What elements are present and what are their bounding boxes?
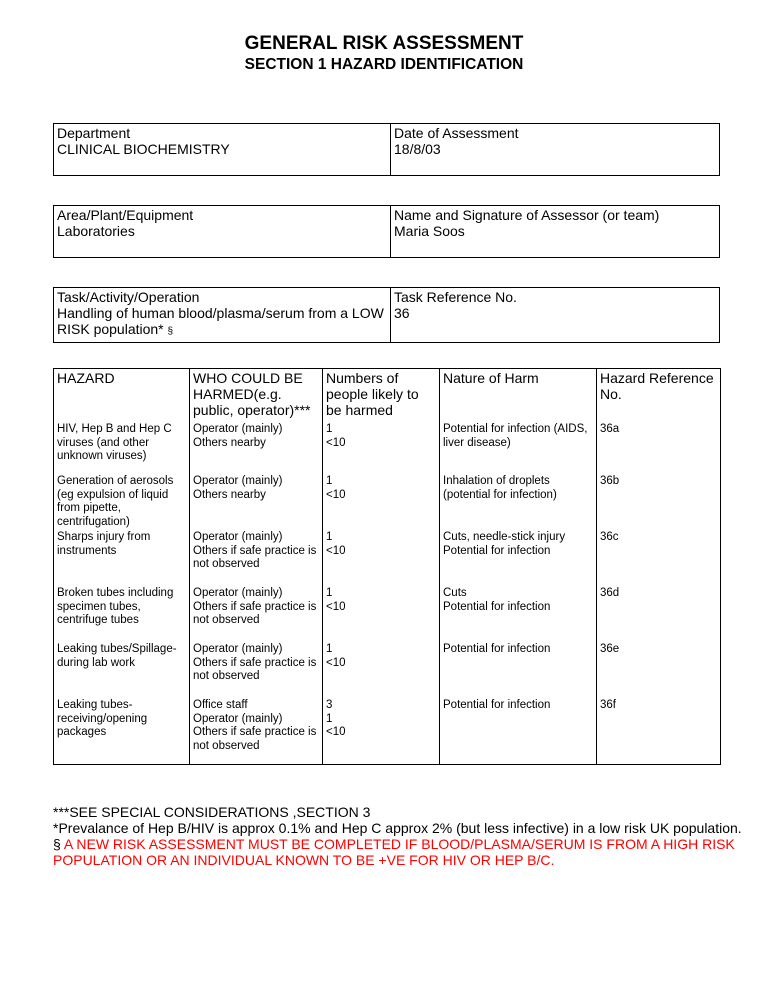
numbers-cell: 1 <10 bbox=[323, 586, 440, 642]
table-row bbox=[54, 474, 721, 530]
assessor-cell bbox=[391, 206, 720, 258]
numbers-cell: 3 1 <10 bbox=[323, 698, 440, 764]
ref-cell: 36c bbox=[597, 530, 721, 586]
nature-cell: Potential for infection bbox=[440, 698, 597, 764]
who-cell: Operator (mainly) Others if safe practice is not observed bbox=[190, 530, 323, 586]
table-row bbox=[54, 530, 721, 586]
numbers-cell: 1 <10 bbox=[323, 530, 440, 586]
numbers-cell: 1 <10 bbox=[323, 422, 440, 474]
col-header-ref: Hazard Reference No. bbox=[597, 369, 721, 423]
numbers-cell: 1 <10 bbox=[323, 642, 440, 698]
ref-cell: 36b bbox=[597, 474, 721, 530]
col-header-hazard: HAZARD bbox=[54, 369, 190, 423]
taskref-value: 36 bbox=[394, 305, 410, 321]
task-section-mark: § bbox=[167, 326, 174, 337]
hazard-cell: Broken tubes including specimen tubes, centrifuge tubes bbox=[54, 586, 190, 642]
area-table bbox=[53, 205, 720, 258]
prevalence-note: *Prevalance of Hep B/HIV is approx 0.1% and Hep C approx 2% (but less infective) in a low risk UK population. bbox=[53, 820, 742, 836]
department-table bbox=[53, 123, 720, 176]
hazard-table-header bbox=[54, 369, 721, 423]
table-row bbox=[54, 422, 721, 474]
task-cell bbox=[54, 288, 391, 343]
notes bbox=[53, 804, 753, 868]
task-label: Task/Activity/Operation bbox=[57, 289, 200, 305]
col-header-numbers: Numbers of people likely to be harmed bbox=[323, 369, 440, 423]
col-header-nature: Nature of Harm bbox=[440, 369, 597, 423]
hazard-cell: Generation of aerosols (eg expulsion of liquid from pipette, centrifugation) bbox=[54, 474, 190, 530]
who-cell: Office staff Operator (mainly) Others if safe practice is not observed bbox=[190, 698, 323, 764]
who-cell: Operator (mainly) Others nearby bbox=[190, 474, 323, 530]
taskref-label: Task Reference No. bbox=[394, 289, 517, 305]
section-title: SECTION 1 HAZARD IDENTIFICATION bbox=[244, 56, 524, 73]
nature-cell: Inhalation of droplets (potential for infection) bbox=[440, 474, 597, 530]
ref-cell: 36f bbox=[597, 698, 721, 764]
who-cell: Operator (mainly) Others if safe practice is not observed bbox=[190, 586, 323, 642]
area-label: Area/Plant/Equipment bbox=[57, 207, 194, 223]
hazard-cell: Sharps injury from instruments bbox=[54, 530, 190, 586]
warning-text: A NEW RISK ASSESSMENT MUST BE COMPLETED IF BLOOD/PLASMA/SERUM IS FROM A HIGH RISK POPULATION OR AN INDIVIDUAL KNOWN TO BE +VE FOR HIV OR HEP B/C. bbox=[53, 836, 735, 868]
section-mark: § bbox=[53, 836, 61, 852]
area-cell bbox=[54, 206, 391, 258]
nature-cell: Potential for infection (AIDS, liver disease) bbox=[440, 422, 597, 474]
table-row bbox=[54, 698, 721, 764]
table-row bbox=[54, 586, 721, 642]
assessor-label: Name and Signature of Assessor (or team) bbox=[394, 207, 660, 223]
table-row bbox=[54, 642, 721, 698]
ref-cell: 36d bbox=[597, 586, 721, 642]
who-cell: Operator (mainly) Others if safe practice is not observed bbox=[190, 642, 323, 698]
nature-cell: Potential for infection bbox=[440, 642, 597, 698]
area-value: Laboratories bbox=[57, 223, 135, 239]
hazard-table bbox=[53, 368, 721, 765]
date-label: Date of Assessment bbox=[394, 125, 519, 141]
col-header-who: WHO COULD BE HARMED(e.g. public, operator)*** bbox=[190, 369, 323, 423]
task-table bbox=[53, 287, 720, 343]
department-cell bbox=[54, 124, 391, 176]
taskref-cell bbox=[391, 288, 720, 343]
hazard-cell: HIV, Hep B and Hep C viruses (and other unknown viruses) bbox=[54, 422, 190, 474]
nature-cell: Cuts, needle-stick injury Potential for infection bbox=[440, 530, 597, 586]
task-value: Handling of human blood/plasma/serum from a LOW RISK population* bbox=[57, 305, 384, 337]
special-considerations-note: ***SEE SPECIAL CONSIDERATIONS ,SECTION 3 bbox=[53, 804, 371, 820]
nature-cell: Cuts Potential for infection bbox=[440, 586, 597, 642]
department-label: Department bbox=[57, 125, 131, 141]
hazard-cell: Leaking tubes- receiving/opening packages bbox=[54, 698, 190, 764]
date-cell bbox=[391, 124, 720, 176]
document-title: GENERAL RISK ASSESSMENT bbox=[244, 33, 524, 54]
warning-note bbox=[53, 836, 753, 868]
who-cell: Operator (mainly) Others nearby bbox=[190, 422, 323, 474]
ref-cell: 36e bbox=[597, 642, 721, 698]
hazard-cell: Leaking tubes/Spillage- during lab work bbox=[54, 642, 190, 698]
assessor-value: Maria Soos bbox=[394, 223, 465, 239]
task-value-line bbox=[57, 305, 387, 340]
numbers-cell: 1 <10 bbox=[323, 474, 440, 530]
department-value: CLINICAL BIOCHEMISTRY bbox=[57, 141, 230, 157]
ref-cell: 36a bbox=[597, 422, 721, 474]
date-value: 18/8/03 bbox=[394, 141, 441, 157]
